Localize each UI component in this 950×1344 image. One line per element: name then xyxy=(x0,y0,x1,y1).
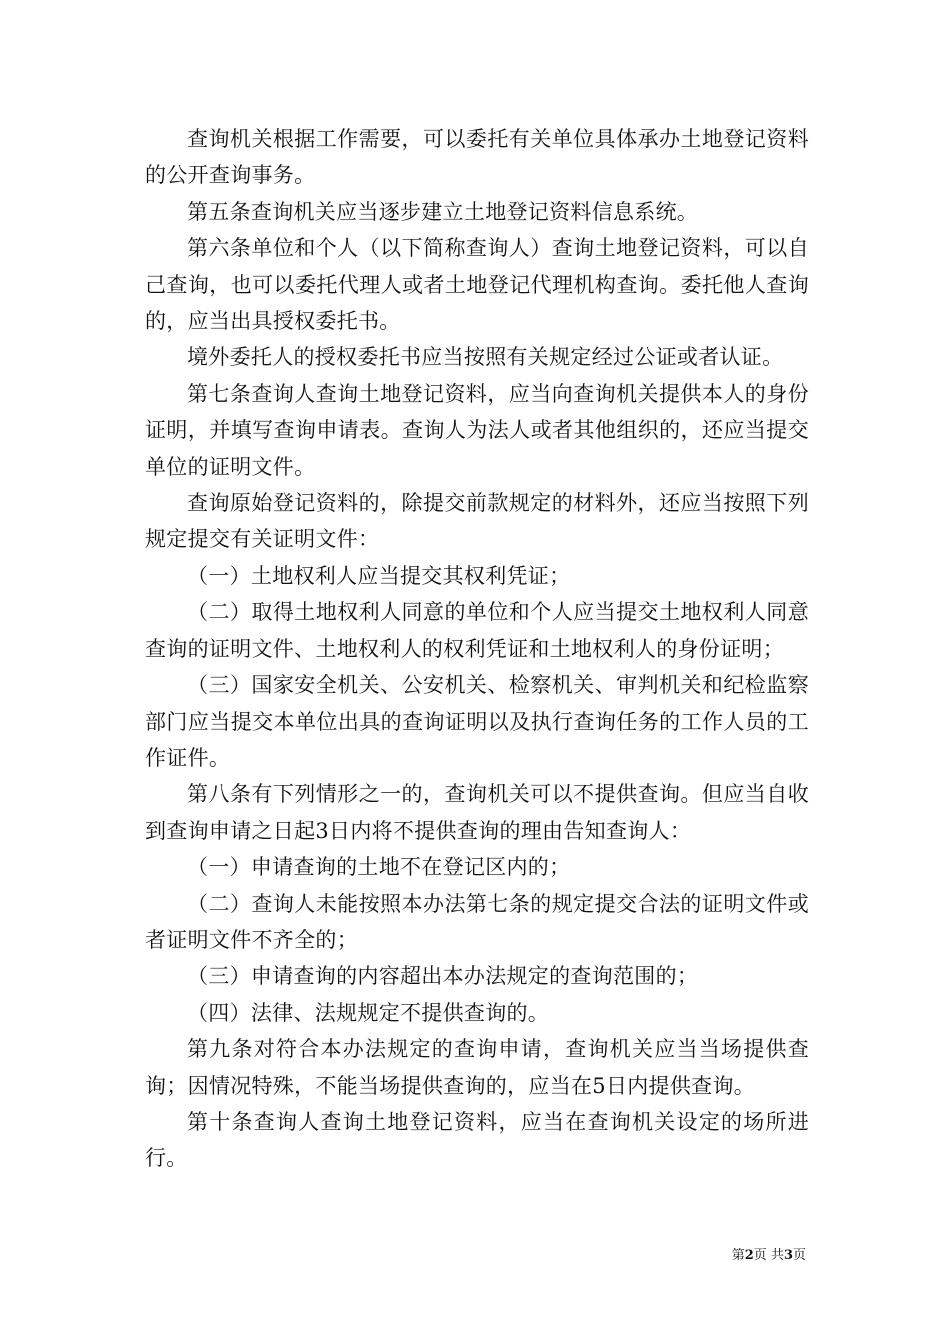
page-number-middle: 页 共 xyxy=(753,1248,784,1263)
total-pages-number: 3 xyxy=(783,1248,793,1263)
paragraph: 第八条有下列情形之一的，查询机关可以不提供查询。但应当自收到查询申请之日起3日内将不提供查询的理由告知查询人： xyxy=(145,782,809,843)
paragraph: （一）申请查询的土地不在登记区内的； xyxy=(187,855,571,880)
paragraph: （二）查询人未能按照本办法第七条的规定提交合法的证明文件或者证明文件不齐全的； xyxy=(145,891,809,952)
paragraph: 第六条单位和个人（以下简称查询人）查询土地登记资料，可以自己查询，也可以委托代理人或者土地登记代理机构查询。委托他人查询的，应当出具授权委托书。 xyxy=(145,236,809,334)
paragraph: （二）取得土地权利人同意的单位和个人应当提交土地权利人同意查询的证明文件、土地权利人的权利凭证和土地权利人的身份证明； xyxy=(145,600,809,661)
paragraph: 第七条查询人查询土地登记资料，应当向查询机关提供本人的身份证明，并填写查询申请表。查询人为法人或者其他组织的，还应当提交单位的证明文件。 xyxy=(145,381,809,479)
page-number-prefix: 第 xyxy=(731,1248,745,1263)
page-number-footer xyxy=(732,1247,806,1265)
paragraph: 第十条查询人查询土地登记资料，应当在查询机关设定的场所进行。 xyxy=(145,1109,809,1171)
paragraph: 第九条对符合本办法规定的查询申请，查询机关应当当场提供查询；因情况特殊，不能当场提供查询的，应当在5日内提供查询。 xyxy=(145,1037,809,1098)
current-page-number: 2 xyxy=(744,1248,754,1263)
paragraph: 第五条查询机关应当逐步建立土地登记资料信息系统。 xyxy=(187,199,699,224)
paragraph: （三）国家安全机关、公安机关、检察机关、审判机关和纪检监察部门应当提交本单位出具的查询证明以及执行查询任务的工作人员的工作证件。 xyxy=(145,673,809,770)
paragraph: （一）土地权利人应当提交其权利凭证； xyxy=(187,563,571,588)
page-number-suffix: 页 xyxy=(792,1248,806,1263)
document-body xyxy=(145,121,809,1177)
paragraph: 查询机关根据工作需要，可以委托有关单位具体承办土地登记资料的公开查询事务。 xyxy=(145,127,809,188)
paragraph: 查询原始登记资料的，除提交前款规定的材料外，还应当按照下列规定提交有关证明文件： xyxy=(145,491,809,552)
paragraph: （四）法律、法规规定不提供查询的。 xyxy=(187,1000,550,1025)
paragraph: （三）申请查询的内容超出本办法规定的查询范围的； xyxy=(187,964,699,989)
paragraph: 境外委托人的授权委托书应当按照有关规定经过公证或者认证。 xyxy=(187,345,784,370)
